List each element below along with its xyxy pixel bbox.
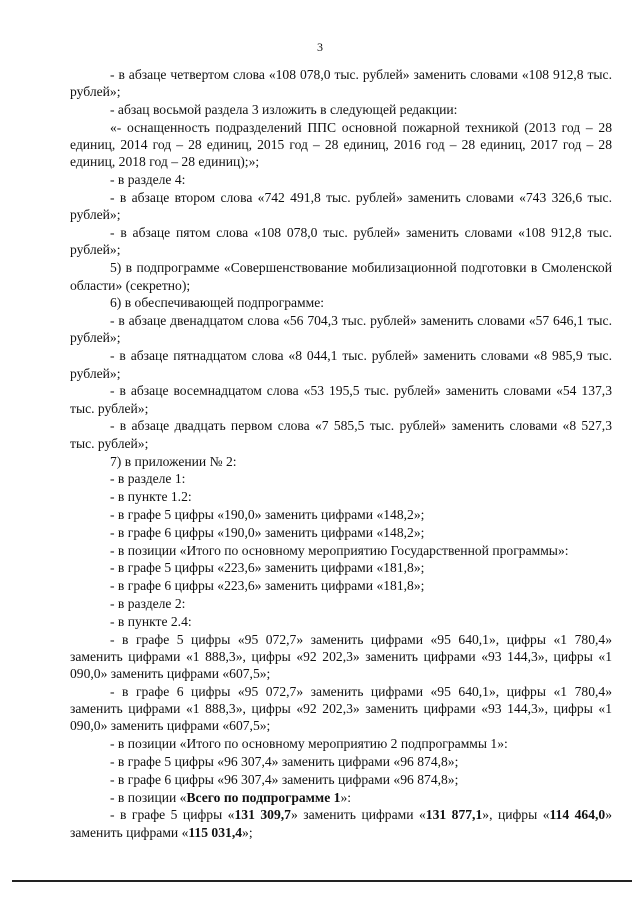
paragraph-last [70, 806, 612, 841]
paragraph: - в графе 5 цифры «96 307,4» заменить цифрами «96 874,8»; [110, 754, 459, 770]
paragraph: - в абзаце восемнадцатом слова «53 195,5 тыс. рублей» заменить словами «54 137,3 тыс. рублей»; [70, 383, 612, 416]
paragraph-total-position [70, 789, 612, 806]
paragraph: - в абзаце четвертом слова «108 078,0 тыс. рублей» заменить словами «108 912,8 тыс. рублей»; [70, 67, 612, 100]
paragraph: 6) в обеспечивающей подпрограмме: [110, 295, 325, 311]
paragraph: - в пункте 2.4: [110, 613, 192, 629]
text-fragment: » заменить цифрами « [290, 807, 426, 823]
page-number: 3 [317, 40, 323, 54]
paragraph: - в позиции «Итого по основному мероприятию Государственной программы»: [110, 542, 569, 558]
page-bottom-divider [12, 880, 632, 882]
bold-number: 131 309,7 [234, 807, 291, 823]
paragraph: 7) в приложении № 2: [110, 453, 237, 469]
paragraph: - в разделе 2: [110, 595, 186, 611]
paragraph: - в графе 6 цифры «223,6» заменить цифрами «181,8»; [110, 578, 425, 594]
paragraph: - в абзаце втором слова «742 491,8 тыс. рублей» заменить словами «743 326,6 тыс. рублей»; [70, 190, 612, 223]
paragraph: - в позиции «Итого по основному мероприятию 2 подпрограммы 1»: [110, 736, 508, 752]
paragraph: - в графе 5 цифры «95 072,7» заменить цифрами «95 640,1», цифры «1 780,4» заменить цифрами «1 888,3», цифры «92 202,3» заменить цифрами «93 144,3», цифры «1 090,0» заменить цифрами «607,5»; [70, 631, 612, 682]
text-fragment: »; [242, 824, 253, 840]
paragraph: - в графе 5 цифры «223,6» заменить цифрами «181,8»; [110, 560, 425, 576]
paragraph: - в абзаце пятом слова «108 078,0 тыс. рублей» заменить словами «108 912,8 тыс. рублей»; [70, 225, 612, 258]
paragraph: - в пункте 1.2: [110, 489, 192, 505]
paragraph: - в разделе 1: [110, 471, 186, 487]
text-fragment: - в позиции « [110, 789, 187, 805]
bold-number: 114 464,0 [549, 807, 606, 823]
bold-number: 115 031,4 [188, 824, 243, 840]
text-fragment: - в графе 5 цифры « [110, 807, 235, 823]
text-fragment: »: [340, 789, 352, 805]
paragraph: - в графе 6 цифры «95 072,7» заменить цифрами «95 640,1», цифры «1 780,4» заменить цифрами «1 888,3», цифры «92 202,3» заменить цифрами «93 144,3», цифры «1 090,0» заменить цифрами «607,5»; [70, 683, 612, 734]
paragraph: - в графе 6 цифры «190,0» заменить цифрами «148,2»; [110, 524, 425, 540]
paragraph: 5) в подпрограмме «Совершенствование мобилизационной подготовки в Смоленской области» (секретно); [70, 260, 612, 293]
paragraph: - в абзаце двадцать первом слова «7 585,5 тыс. рублей» заменить словами «8 527,3 тыс. рублей»; [70, 418, 612, 451]
paragraph: - в разделе 4: [110, 172, 186, 188]
text-fragment: », цифры « [482, 807, 550, 823]
paragraph: - в абзаце пятнадцатом слова «8 044,1 тыс. рублей» заменить словами «8 985,9 тыс. рублей»; [70, 348, 612, 381]
document-body [70, 66, 612, 842]
paragraph: - абзац восьмой раздела 3 изложить в следующей редакции: [110, 102, 458, 118]
paragraph: - в графе 6 цифры «96 307,4» заменить цифрами «96 874,8»; [110, 771, 459, 787]
paragraph: «- оснащенность подразделений ППС основной пожарной техникой (2013 год – 28 единиц, 2014 год – 28 единиц, 2015 год – 28 единиц, 2016 год – 28 единиц, 2017 год – 28 единиц, 2018 год – 28 единиц);»; [70, 119, 612, 170]
bold-text: Всего по подпрограмме 1 [186, 789, 341, 805]
bold-number: 131 877,1 [425, 807, 483, 823]
text-fragment: » заменить цифрами « [70, 807, 613, 840]
paragraph: - в графе 5 цифры «190,0» заменить цифрами «148,2»; [110, 506, 425, 522]
paragraph: - в абзаце двенадцатом слова «56 704,3 тыс. рублей» заменить словами «57 646,1 тыс. рублей»; [70, 313, 612, 346]
